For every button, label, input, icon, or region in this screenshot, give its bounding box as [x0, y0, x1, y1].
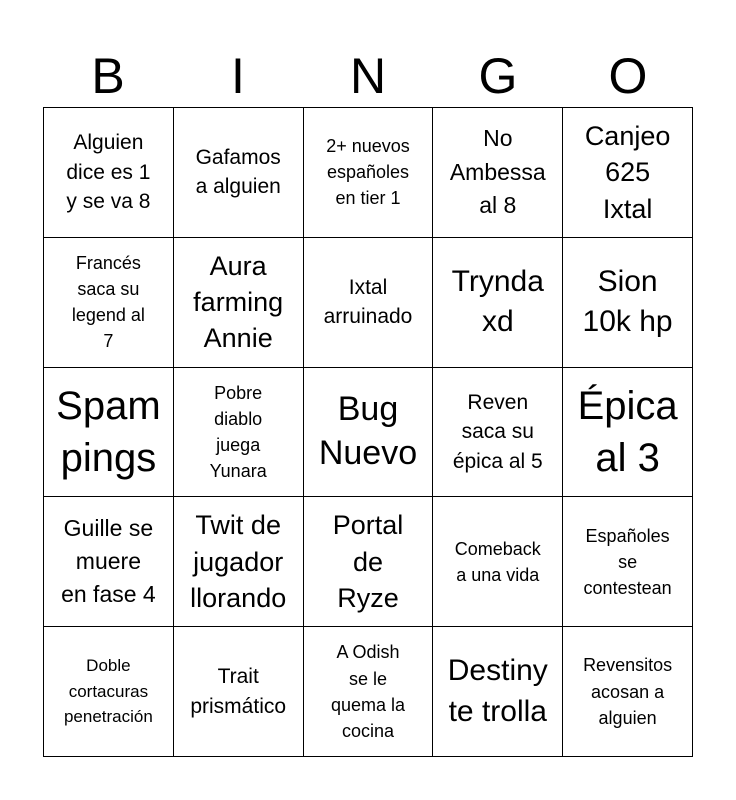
bingo-cell: Pobre diablo juega Yunara [174, 368, 304, 498]
bingo-cell: Gafamos a alguien [174, 108, 304, 238]
bingo-header [43, 44, 693, 108]
bingo-cell: Francés saca su legend al 7 [44, 238, 174, 368]
bingo-cell: Guille se muere en fase 4 [44, 497, 174, 627]
bingo-cell: Alguien dice es 1 y se va 8 [44, 108, 174, 238]
bingo-cell: A Odish se le quema la cocina [304, 627, 434, 757]
bingo-cell: Españoles se contestean [563, 497, 693, 627]
bingo-cell: Canjeo 625 Ixtal [563, 108, 693, 238]
bingo-cell: Ixtal arruinado [304, 238, 434, 368]
header-letter-g: G [478, 48, 518, 104]
bingo-cell: Portal de Ryze [304, 497, 434, 627]
bingo-cell: Revensitos acosan a alguien [563, 627, 693, 757]
bingo-cell: Bug Nuevo [304, 368, 434, 498]
bingo-cell: Aura farming Annie [174, 238, 304, 368]
bingo-cell: Destiny te trolla [433, 627, 563, 757]
bingo-cell: Sion 10k hp [563, 238, 693, 368]
bingo-grid [43, 107, 693, 757]
bingo-cell: Trait prismático [174, 627, 304, 757]
bingo-cell: Trynda xd [433, 238, 563, 368]
header-letter-i: I [231, 48, 245, 104]
bingo-cell: Doble cortacuras penetración [44, 627, 174, 757]
bingo-cell: 2+ nuevos españoles en tier 1 [304, 108, 434, 238]
bingo-cell: Comeback a una vida [433, 497, 563, 627]
bingo-cell: No Ambessa al 8 [433, 108, 563, 238]
bingo-cell: Épica al 3 [563, 368, 693, 498]
header-letter-n: N [349, 48, 387, 104]
header-letter-o: O [608, 48, 648, 104]
bingo-cell: Spam pings [44, 368, 174, 498]
header-letter-b: B [91, 48, 125, 104]
bingo-cell: Reven saca su épica al 5 [433, 368, 563, 498]
bingo-cell: Twit de jugador llorando [174, 497, 304, 627]
